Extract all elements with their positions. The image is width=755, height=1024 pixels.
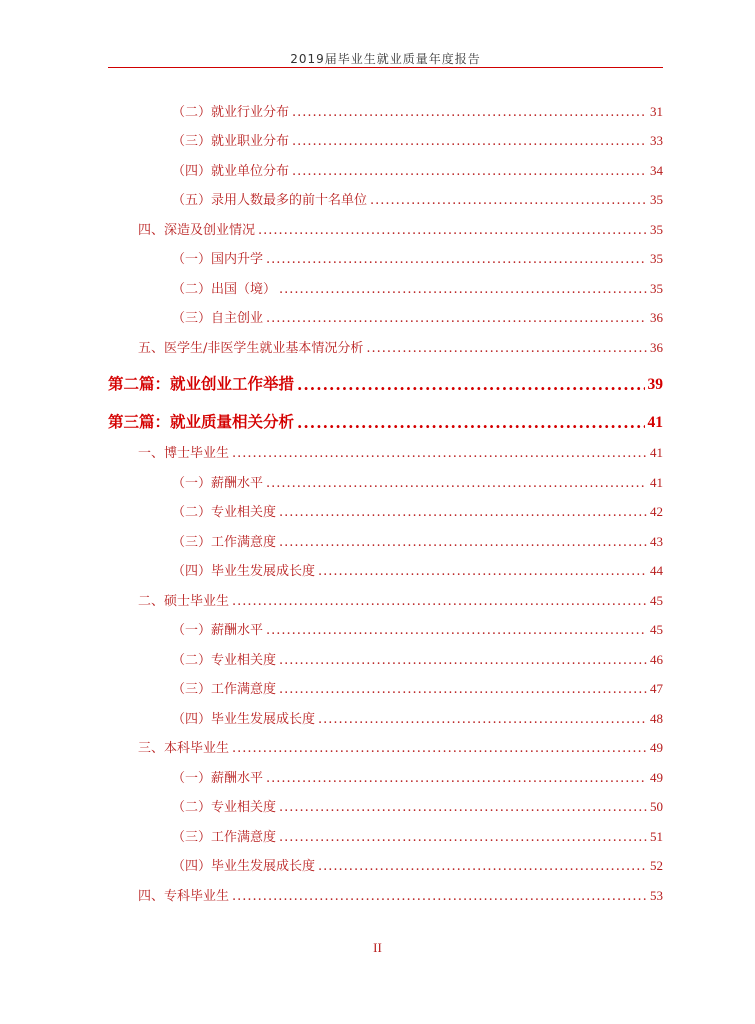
toc-entry-label: （一）国内升学 — [172, 252, 264, 267]
toc-entry-page-number: 43 — [650, 533, 663, 549]
dot-leader — [279, 535, 647, 550]
toc-entry-page-number: 46 — [650, 651, 663, 667]
toc-entry-page-number: 41 — [650, 445, 663, 460]
toc-entry-page-number: 42 — [650, 504, 663, 519]
dot-leader — [266, 476, 647, 491]
dot-leader — [292, 134, 647, 149]
toc-entry-page-number: 39 — [647, 375, 663, 393]
toc-entry-label: （三）工作满意度 — [172, 829, 277, 845]
toc-entry-label: 四、专科毕业生 — [138, 888, 230, 904]
dot-leader — [297, 375, 644, 394]
toc-entry-label: （一）薪酬水平 — [172, 623, 264, 638]
toc-subsection-entry[interactable] — [108, 297, 663, 327]
dot-leader — [232, 594, 647, 609]
toc-entry-label: （一）薪酬水平 — [172, 475, 264, 491]
toc-section-entry[interactable] — [108, 874, 663, 904]
toc-entry-page-number: 48 — [650, 710, 663, 726]
toc-entry-page-number: 35 — [650, 280, 663, 296]
toc-entry-label: （三）工作满意度 — [172, 682, 277, 697]
running-header-title: 2019届毕业生就业质量年度报告 — [290, 52, 481, 66]
page-number: II — [373, 940, 382, 955]
toc-subsection-entry[interactable] — [108, 815, 663, 845]
toc-entry-label: （四）毕业生发展成长度 — [172, 564, 316, 579]
dot-leader — [266, 311, 647, 326]
dot-leader — [279, 830, 647, 845]
table-of-contents — [108, 90, 663, 904]
toc-entry-label: （三）工作满意度 — [172, 534, 277, 550]
toc-entry-page-number: 33 — [650, 133, 663, 148]
toc-entry-page-number: 35 — [650, 192, 663, 207]
dot-leader — [279, 800, 647, 815]
toc-entry-page-number: 41 — [647, 413, 663, 431]
toc-entry-label: 四、深造及创业情况 — [138, 222, 256, 238]
dot-leader — [366, 341, 647, 356]
toc-entry-label: （二）出国（境） — [172, 281, 277, 297]
toc-subsection-entry[interactable] — [108, 491, 663, 521]
toc-subsection-entry[interactable] — [108, 520, 663, 550]
toc-subsection-entry[interactable] — [108, 697, 663, 727]
dot-leader — [279, 505, 647, 520]
toc-subsection-entry[interactable] — [108, 756, 663, 786]
toc-subsection-entry[interactable] — [108, 609, 663, 639]
toc-entry-label: 三、本科毕业生 — [138, 741, 230, 756]
toc-entry-label: （五）录用人数最多的前十名单位 — [172, 193, 368, 208]
dot-leader — [232, 446, 647, 461]
dot-leader — [292, 164, 647, 179]
toc-section-entry[interactable] — [108, 208, 663, 238]
toc-subsection-entry[interactable] — [108, 638, 663, 668]
toc-entry-label: （三）自主创业 — [172, 311, 264, 326]
toc-subsection-entry[interactable] — [108, 149, 663, 179]
toc-entry-page-number: 52 — [650, 858, 663, 873]
dot-leader — [266, 252, 647, 267]
toc-entry-page-number: 50 — [650, 799, 663, 814]
toc-entry-label: 第二篇：就业创业工作举措 — [108, 373, 295, 393]
toc-part-heading[interactable] — [108, 394, 663, 432]
dot-leader — [279, 653, 647, 668]
toc-entry-page-number: 45 — [650, 622, 663, 637]
toc-entry-label: 一、博士毕业生 — [138, 446, 230, 461]
dot-leader — [266, 771, 647, 786]
toc-section-entry[interactable] — [108, 579, 663, 609]
toc-entry-page-number: 53 — [650, 887, 663, 903]
toc-entry-page-number: 51 — [650, 828, 663, 844]
toc-entry-label: （四）毕业生发展成长度 — [172, 859, 316, 874]
toc-entry-page-number: 31 — [650, 103, 663, 119]
toc-entry-page-number: 44 — [650, 563, 663, 578]
toc-entry-page-number: 36 — [650, 339, 663, 355]
toc-entry-label: （二）就业行业分布 — [172, 104, 290, 120]
dot-leader — [318, 859, 647, 874]
dot-leader — [279, 282, 647, 297]
dot-leader — [318, 712, 647, 727]
dot-leader — [258, 223, 647, 238]
toc-part-heading[interactable] — [108, 356, 663, 394]
toc-subsection-entry[interactable] — [108, 550, 663, 580]
toc-subsection-entry[interactable] — [108, 120, 663, 150]
toc-subsection-entry[interactable] — [108, 267, 663, 297]
header-divider — [108, 67, 663, 68]
toc-entry-label: 第三篇：就业质量相关分析 — [108, 411, 295, 431]
dot-leader — [232, 889, 647, 904]
dot-leader — [297, 413, 644, 432]
toc-entry-label: （二）专业相关度 — [172, 505, 277, 520]
toc-section-entry[interactable] — [108, 432, 663, 462]
toc-entry-page-number: 36 — [650, 310, 663, 325]
toc-entry-label: （二）专业相关度 — [172, 652, 277, 668]
toc-entry-page-number: 35 — [650, 221, 663, 237]
toc-entry-page-number: 41 — [650, 474, 663, 490]
toc-section-entry[interactable] — [108, 326, 663, 356]
toc-entry-page-number: 35 — [650, 251, 663, 266]
dot-leader — [266, 623, 647, 638]
toc-entry-label: （一）薪酬水平 — [172, 770, 264, 786]
toc-entry-label: 五、医学生/非医学生就业基本情况分析 — [138, 340, 364, 356]
toc-entry-page-number: 34 — [650, 162, 663, 178]
dot-leader — [370, 193, 647, 208]
toc-entry-label: 二、硕士毕业生 — [138, 593, 230, 609]
toc-subsection-entry[interactable] — [108, 238, 663, 268]
toc-subsection-entry[interactable] — [108, 786, 663, 816]
toc-entry-label: （二）专业相关度 — [172, 800, 277, 815]
dot-leader — [279, 682, 647, 697]
toc-subsection-entry[interactable] — [108, 461, 663, 491]
toc-subsection-entry[interactable] — [108, 90, 663, 120]
toc-entry-label: （四）就业单位分布 — [172, 163, 290, 179]
toc-section-entry[interactable] — [108, 727, 663, 757]
toc-entry-label: （三）就业职业分布 — [172, 134, 290, 149]
toc-entry-page-number: 49 — [650, 740, 663, 755]
toc-entry-page-number: 49 — [650, 769, 663, 785]
toc-subsection-entry[interactable] — [108, 845, 663, 875]
toc-subsection-entry[interactable] — [108, 179, 663, 209]
toc-entry-label: （四）毕业生发展成长度 — [172, 711, 316, 727]
dot-leader — [232, 741, 647, 756]
toc-entry-page-number: 47 — [650, 681, 663, 696]
toc-entry-page-number: 45 — [650, 592, 663, 608]
dot-leader — [292, 105, 647, 120]
dot-leader — [318, 564, 647, 579]
toc-subsection-entry[interactable] — [108, 668, 663, 698]
